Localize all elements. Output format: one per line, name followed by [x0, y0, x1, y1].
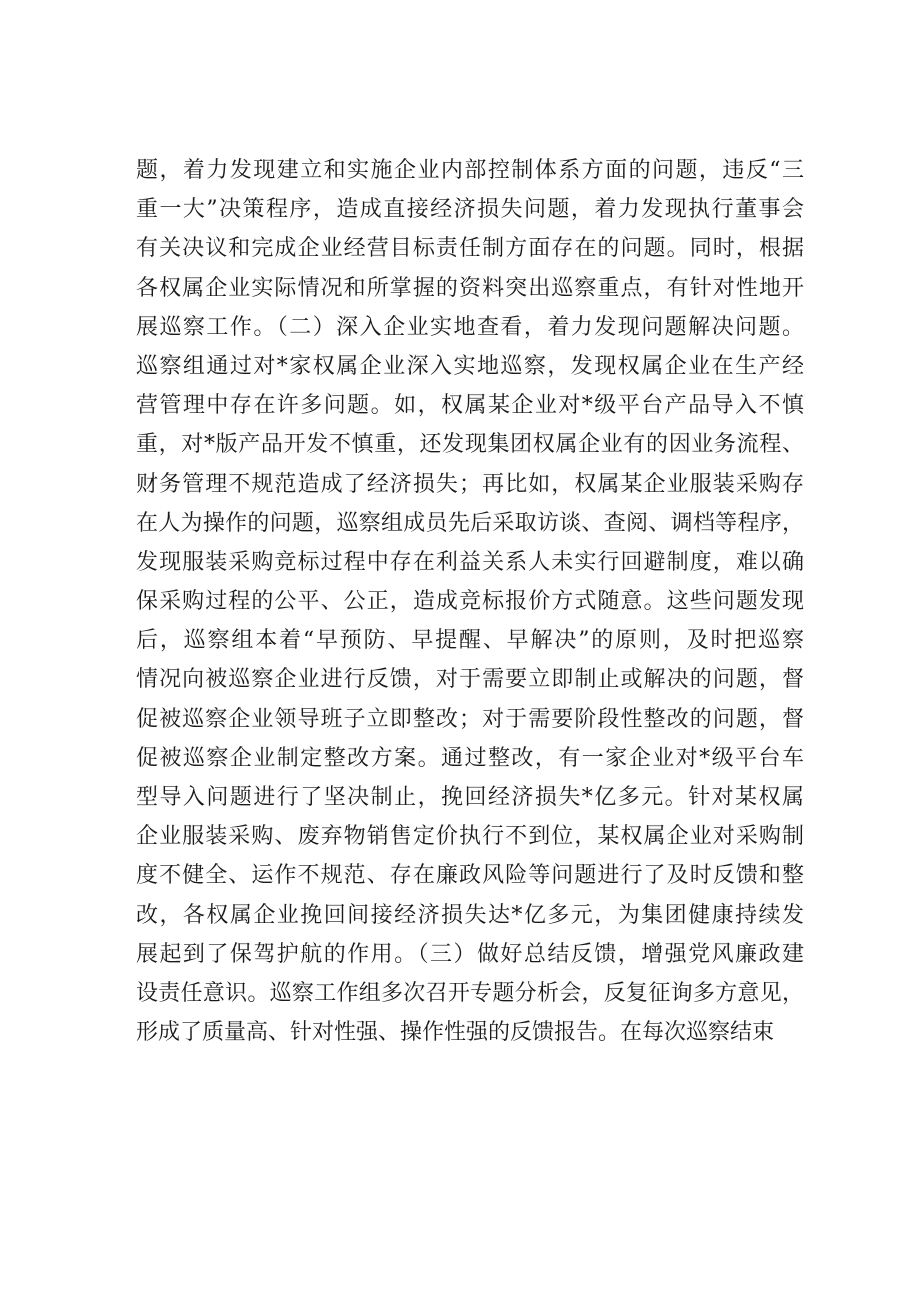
text-line: 在人为操作的问题，巡察组成员先后采取访谈、查阅、调档等程序， — [136, 510, 804, 536]
text-line: 促被巡察企业领导班子立即整改；对于需要阶段性整改的问题，督 — [136, 706, 804, 732]
text-line: 改，各权属企业挽回间接经济损失达*亿多元，为集团健康持续发 — [136, 902, 804, 928]
text-line: 形成了质量高、针对性强、操作性强的反馈报告。在每次巡察结束 — [136, 1020, 775, 1046]
text-line: 度不健全、运作不规范、存在廉政风险等问题进行了及时反馈和整 — [136, 863, 804, 889]
body-text — [136, 151, 804, 1052]
text-line: 各权属企业实际情况和所掌握的资料突出巡察重点，有针对性地开 — [136, 275, 804, 301]
text-line: 重，对*版产品开发不慎重，还发现集团权属企业有的因业务流程、 — [136, 432, 804, 458]
text-line: 巡察组通过对*家权属企业深入实地巡察，发现权属企业在生产经 — [136, 353, 804, 379]
text-line: 设责任意识。巡察工作组多次召开专题分析会，反复征询多方意见， — [136, 980, 804, 1006]
text-line: 有关决议和完成企业经营目标责任制方面存在的问题。同时，根据 — [136, 236, 804, 262]
text-line: 财务管理不规范造成了经济损失；再比如，权属某企业服装采购存 — [136, 471, 804, 497]
text-line: 情况向被巡察企业进行反馈，对于需要立即制止或解决的问题，督 — [136, 667, 804, 693]
text-line: 型导入问题进行了坚决制止，挽回经济损失*亿多元。针对某权属 — [136, 785, 804, 810]
text-line: 保采购过程的公平、公正，造成竞标报价方式随意。这些问题发现 — [136, 589, 804, 615]
text-line: 发现服装采购竞标过程中存在利益关系人未实行回避制度，难以确 — [136, 549, 804, 575]
text-line: 后，巡察组本着“早预防、早提醒、早解决”的原则，及时把巡察 — [136, 628, 804, 654]
text-line: 展巡察工作。（二）深入企业实地查看，着力发现问题解决问题。 — [136, 314, 804, 340]
text-line: 企业服装采购、废弃物销售定价执行不到位，某权属企业对采购制 — [136, 824, 804, 850]
text-line: 促被巡察企业制定整改方案。通过整改，有一家企业对*级平台车 — [136, 745, 804, 771]
text-line: 营管理中存在许多问题。如，权属某企业对*级平台产品导入不慎 — [136, 393, 804, 419]
text-line: 展起到了保驾护航的作用。（三）做好总结反馈，增强党风廉政建 — [136, 941, 804, 967]
text-line: 重一大”决策程序，造成直接经济损失问题，着力发现执行董事会 — [136, 197, 804, 223]
text-line: 题，着力发现建立和实施企业内部控制体系方面的问题，违反“三 — [136, 158, 804, 183]
